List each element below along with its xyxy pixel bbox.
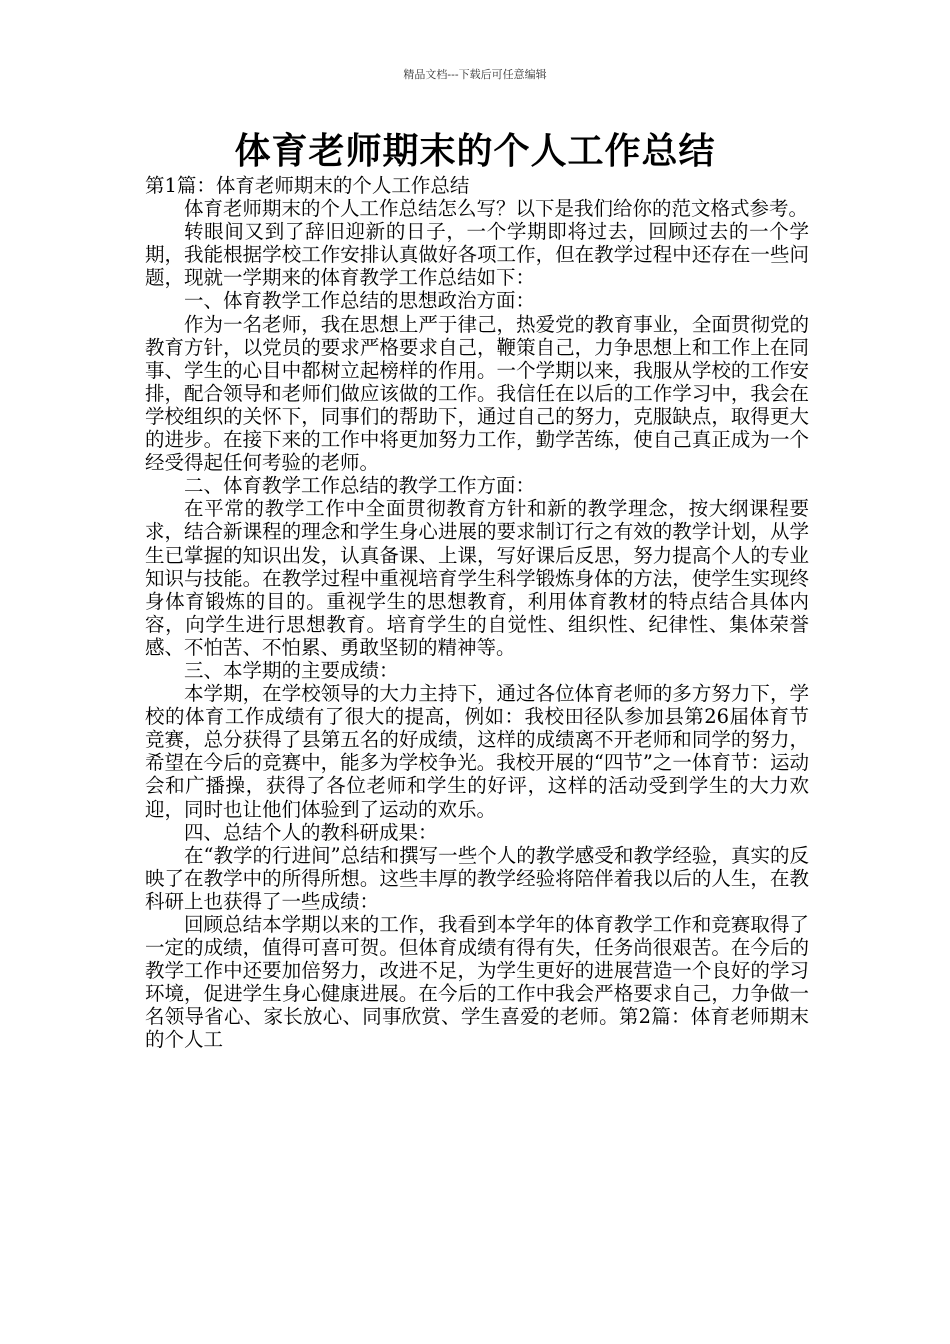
overview-paragraph: 转眼间又到了辞旧迎新的日子，一个学期即将过去，回顾过去的一个学期，我能根据学校工作安排认真做好各项工作，但在教学过程中还存在一些问题，现就一学期来的体育教学工作总结如下：	[145, 220, 809, 290]
header-note: 精品文档---下载后可任意编辑	[403, 68, 547, 81]
subheading-political: 一、体育教学工作总结的思想政治方面：	[184, 289, 536, 313]
research-paragraph: 在“教学的行进间”总结和撰写一些个人的教学感受和教学经验，真实的反映了在教学中的所得所想。这些丰厚的教学经验将陪伴着我以后的人生，在教科研上也获得了一些成绩：	[145, 843, 809, 913]
document-body	[145, 174, 809, 1052]
intro-paragraph: 体育老师期末的个人工作总结怎么写？以下是我们给你的范文格式参考。	[184, 197, 809, 221]
achievements-paragraph: 本学期，在学校领导的大力主持下，通过各位体育老师的多方努力下，学校的体育工作成绩有了很大的提高，例如：我校田径队参加县第26届体育节竞赛，总分获得了县第五名的好成绩，这样的成绩离不开老师和同学的努力，希望在今后的竞赛中，能多为学校争光。我校开展的“四节”之一体育节：运动会和广播操，获得了各位老师和学生的好评，这样的活动受到学生的大力欢迎，同时也让他们体验到了运动的欢乐。	[145, 682, 809, 821]
subheading-teaching: 二、体育教学工作总结的教学工作方面：	[184, 474, 536, 498]
political-paragraph: 作为一名老师，我在思想上严于律己，热爱党的教育事业，全面贯彻党的教育方针，以党员的要求严格要求自己，鞭策自己，力争思想上和工作上在同事、学生的心目中都树立起榜样的作用。一个学期以来，我服从学校的工作安排，配合领导和老师们做应该做的工作。我信任在以后的工作学习中，我会在学校组织的关怀下，同事们的帮助下，通过自己的努力，克服缺点，取得更大的进步。在接下来的工作中将更加努力工作，勤学苦练，使自己真正成为一个经受得起任何考验的老师。	[145, 312, 809, 475]
subheading-research: 四、总结个人的教科研成果：	[184, 820, 438, 844]
teaching-paragraph: 在平常的教学工作中全面贯彻教育方针和新的教学理念，按大纲课程要求，结合新课程的理念和学生身心进展的要求制订行之有效的教学计划，从学生已掌握的知识出发，认真备课、上课，写好课后反思，努力提高个人的专业知识与技能。在教学过程中重视培育学生科学锻炼身体的方法，使学生实现终身体育锻炼的目的。重视学生的思想教育，利用体育教材的特点结合具体内容，向学生进行思想教育。培育学生的自觉性、组织性、纪律性、集体荣誉感、不怕苦、不怕累、勇敢坚韧的精神等。	[145, 497, 809, 659]
subheading-achievements: 三、本学期的主要成绩：	[184, 658, 399, 682]
section-heading-part-1: 第1篇：体育老师期末的个人工作总结	[145, 174, 470, 197]
document-title: 体育老师期末的个人工作总结	[234, 130, 716, 172]
conclusion-paragraph: 回顾总结本学期以来的工作，我看到本学年的体育教学工作和竞赛取得了一定的成绩，值得可喜可贺。但体育成绩有得有失，任务尚很艰苦。在今后的教学工作中还要加倍努力，改进不足，为学生更好的进展营造一个良好的学习环境，促进学生身心健康进展。在今后的工作中我会严格要求自己，力争做一名领导省心、家长放心、同事欣赏、学生喜爱的老师。第2篇：体育老师期末的个人工	[145, 913, 809, 1052]
